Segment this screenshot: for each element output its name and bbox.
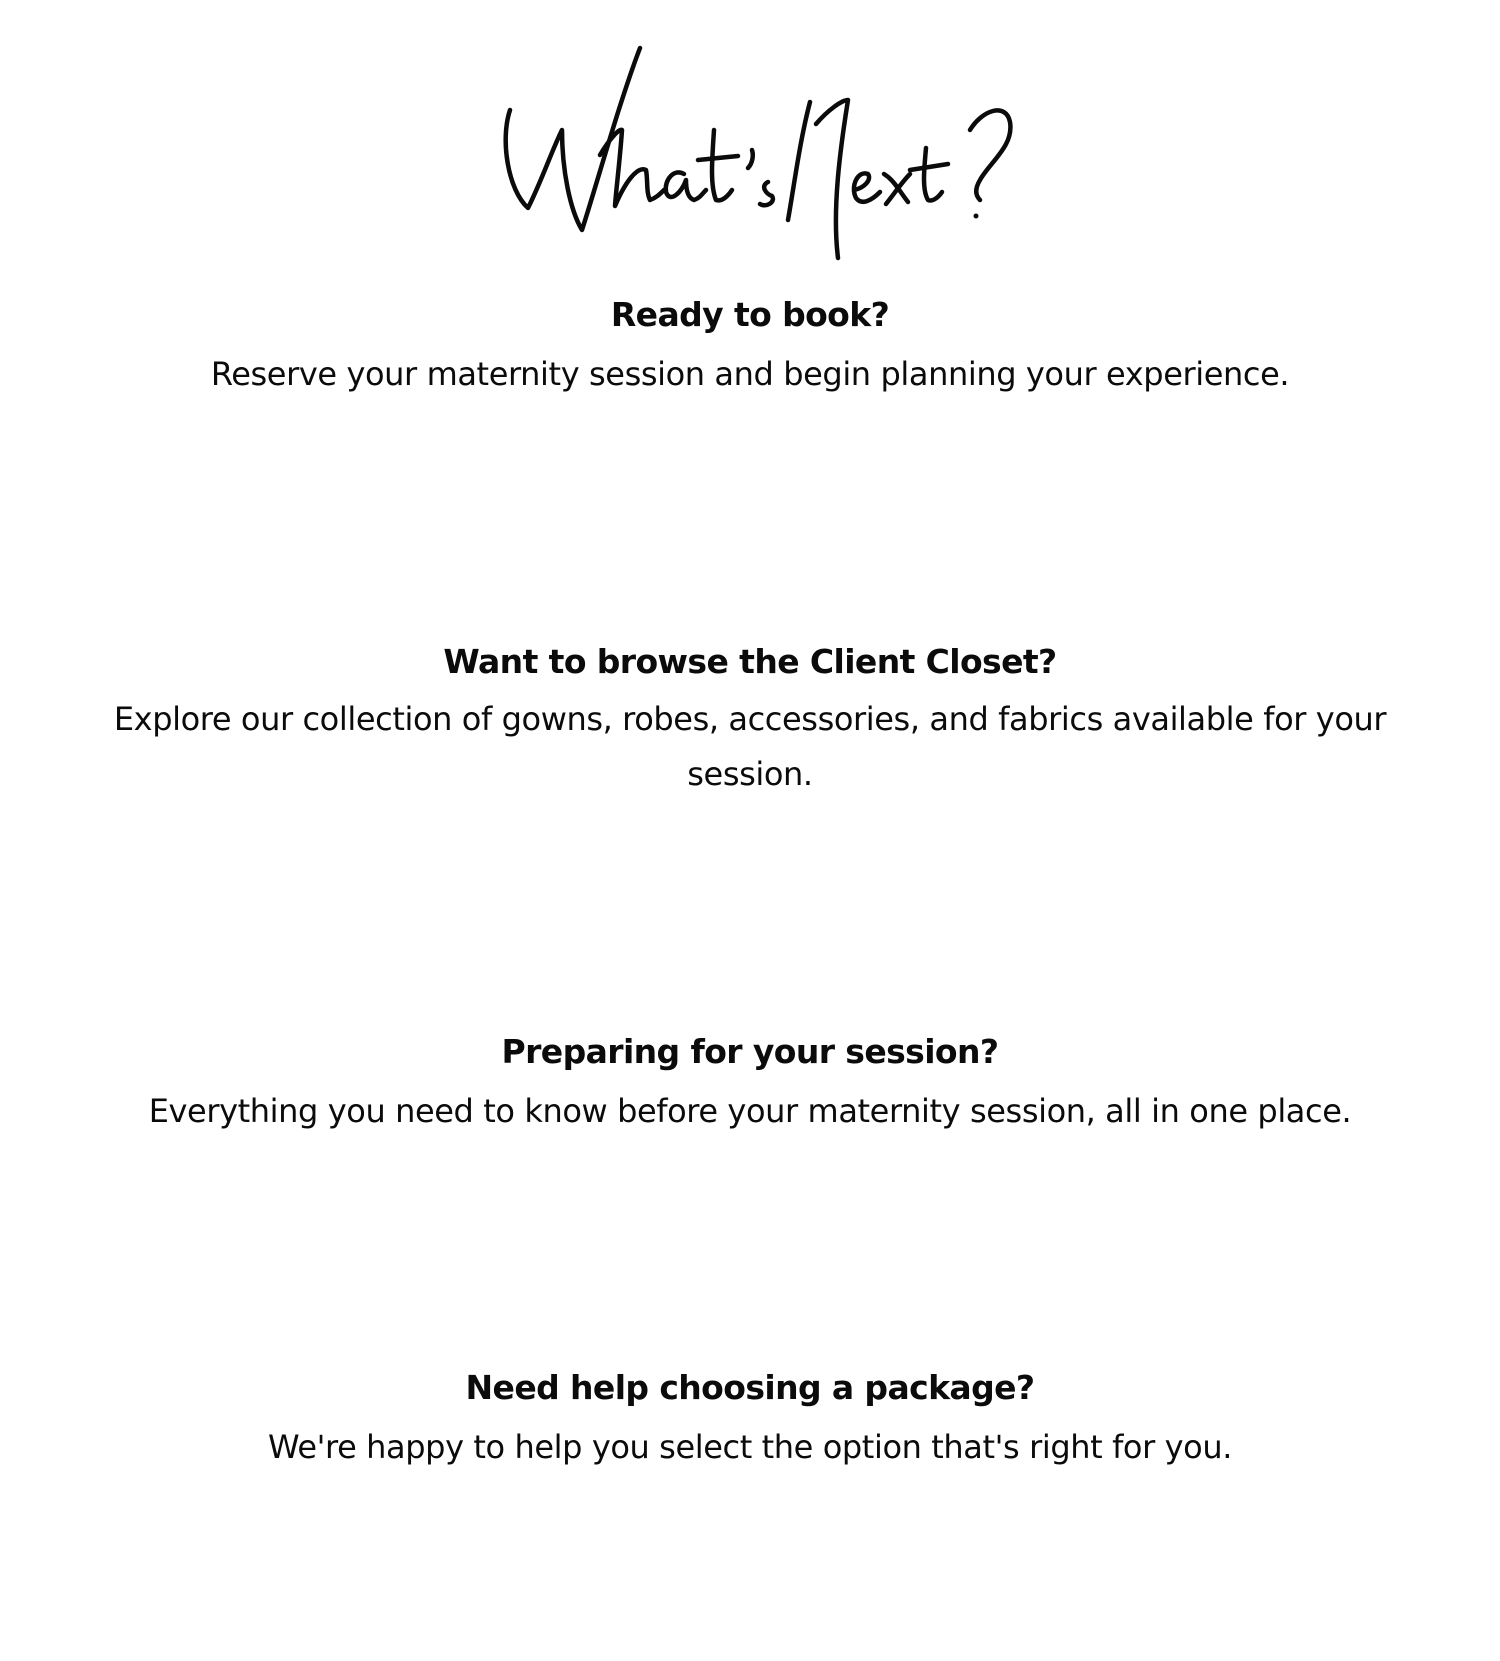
section-preparing	[60, 1030, 1440, 1139]
section-body: Everything you need to know before your maternity session, all in one place.	[148, 1092, 1352, 1130]
section-body: Reserve your maternity session and begin planning your experience.	[210, 355, 1290, 393]
script-title	[0, 30, 1500, 270]
section-body: Explore our collection of gowns, robes, accessories, and fabrics available for your session.	[113, 700, 1387, 793]
section-ready-to-book	[60, 293, 1440, 402]
section-client-closet	[60, 640, 1440, 802]
section-heading: Want to browse the Client Closet?	[443, 642, 1057, 681]
section-heading: Preparing for your session?	[501, 1032, 999, 1071]
whats-next-script-logo	[470, 30, 1030, 270]
section-package-help	[60, 1366, 1440, 1475]
section-heading: Ready to book?	[610, 295, 890, 334]
section-heading: Need help choosing a package?	[465, 1368, 1035, 1407]
section-body: We're happy to help you select the option that's right for you.	[267, 1428, 1233, 1466]
